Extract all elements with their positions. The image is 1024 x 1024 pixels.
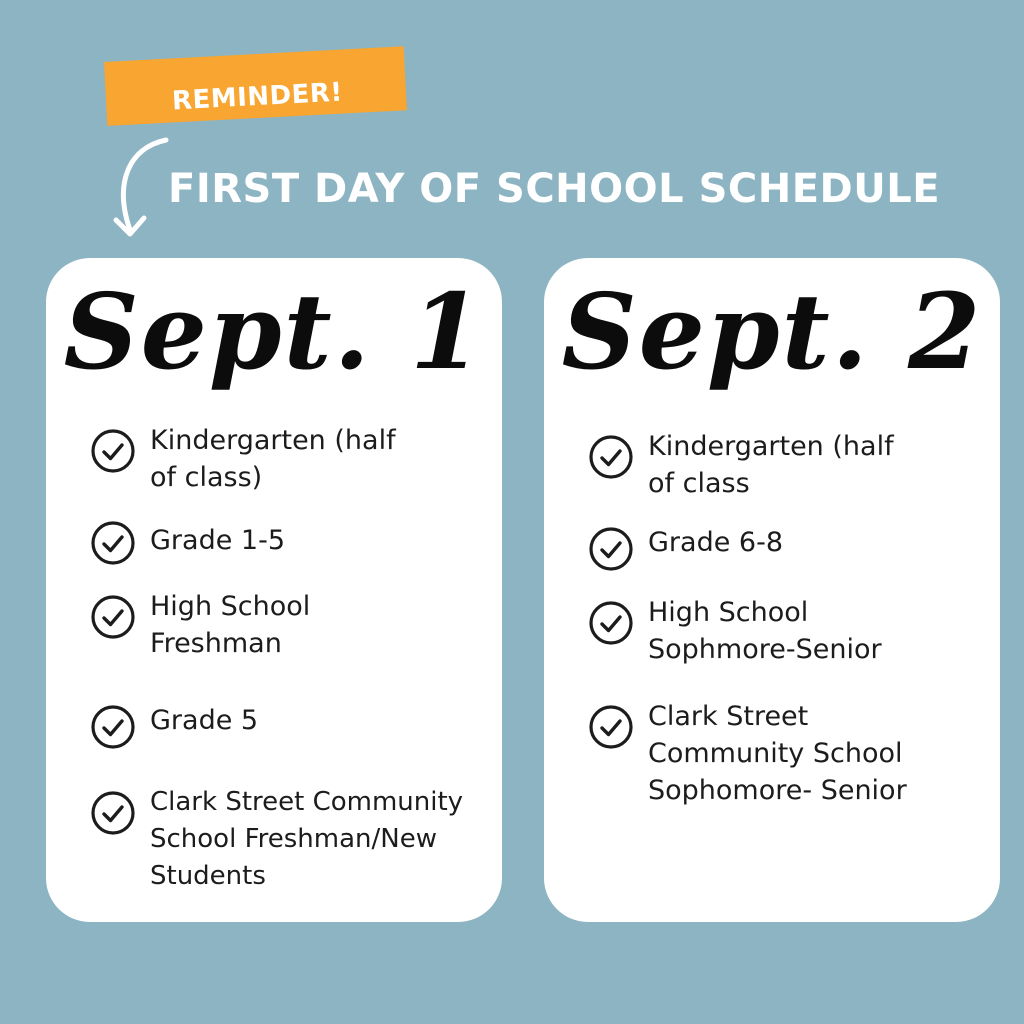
card-date: Sept. 1	[63, 270, 485, 393]
check-circle-icon	[588, 434, 634, 480]
list-item	[90, 422, 482, 514]
check-circle-icon	[588, 704, 634, 750]
check-circle-icon	[90, 520, 136, 566]
check-circle-icon	[588, 526, 634, 572]
list-item	[588, 698, 980, 809]
check-circle-icon	[90, 594, 136, 640]
page-title: FIRST DAY OF SCHOOL SCHEDULE	[168, 166, 941, 212]
list-item	[588, 428, 980, 520]
list-item	[90, 514, 482, 588]
list-item-text: Clark Street Community School Sophomore- Senior	[648, 701, 907, 806]
list-item	[90, 588, 482, 698]
reminder-label: REMINDER!	[171, 77, 344, 117]
check-circle-icon	[90, 790, 136, 836]
card-date: Sept. 2	[561, 270, 983, 393]
list-item-text: High School Sophmore-Senior	[648, 597, 882, 665]
list-item-text: Kindergarten (half of class	[648, 431, 894, 499]
list-item	[90, 698, 482, 784]
list-item	[588, 594, 980, 698]
schedule-card-sept-1	[46, 258, 502, 922]
list-item-text: Clark Street Community School Freshman/New Students	[150, 787, 464, 891]
list-item-text: High School Freshman	[150, 591, 311, 659]
check-circle-icon	[90, 704, 136, 750]
schedule-list	[90, 422, 482, 895]
list-item-text: Kindergarten (half of class)	[150, 425, 396, 493]
list-item-text: Grade 6-8	[648, 527, 783, 558]
list-item	[588, 520, 980, 594]
check-circle-icon	[90, 428, 136, 474]
check-circle-icon	[588, 600, 634, 646]
schedule-list	[588, 428, 980, 809]
list-item-text: Grade 5	[150, 705, 259, 736]
list-item	[90, 784, 482, 895]
list-item-text: Grade 1-5	[150, 525, 285, 556]
schedule-card-sept-2	[544, 258, 1000, 922]
